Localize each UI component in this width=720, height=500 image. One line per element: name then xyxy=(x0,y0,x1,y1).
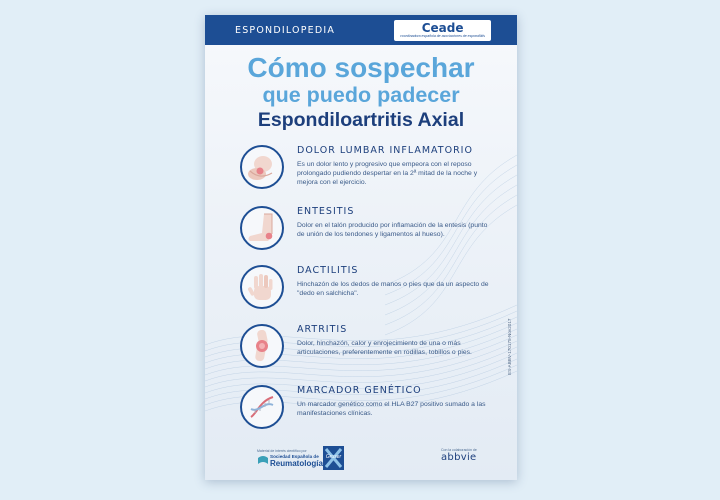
title-line-2: que puedo padecer xyxy=(262,83,460,107)
knee-joint-icon xyxy=(240,324,284,368)
gruser-logo-text: Gruser xyxy=(325,454,342,460)
gruser-logo xyxy=(323,446,344,470)
dna-icon xyxy=(240,385,284,429)
symptom-description: Dolor, hinchazón, calor y enrojecimiento de una o más articulaciones, preferentemente en rodillas, tobillos o pies. xyxy=(297,340,472,356)
abbvie-logo-text: abbvie xyxy=(441,452,477,463)
ceade-logo xyxy=(394,20,491,41)
heel-foot-icon xyxy=(240,206,284,250)
abbvie-caption: Con la colaboración de xyxy=(441,448,477,452)
ser-name-line2: Reumatología xyxy=(270,459,323,468)
poster xyxy=(205,15,517,480)
header-bar xyxy=(205,15,517,45)
document-code: ES-ABBV-170175-Nov2017 xyxy=(507,318,512,375)
symptom-dactylitis xyxy=(205,265,517,325)
symptom-description: Un marcador genético como el HLA B27 positivo sumado a las manifestaciones clínicas. xyxy=(297,401,486,417)
symptom-description: Dolor en el talón producido por inflamación de la entesis (punto de unión de los tendones y ligamentos al hueso). xyxy=(297,222,488,238)
symptom-lower-back-pain xyxy=(205,145,517,205)
title-line-1: Cómo sospechar xyxy=(247,52,475,83)
symptom-description: Hinchazón de los dedos de manos o pies que da un aspecto de "dedo en salchicha". xyxy=(297,281,489,297)
abbvie-logo xyxy=(441,448,477,463)
symptom-title: MARCADOR GENÉTICO xyxy=(297,385,422,396)
lower-back-pain-icon xyxy=(240,145,284,189)
symptom-enthesitis xyxy=(205,206,517,266)
espondilopedia-logo: ESPONDILOPEDIA xyxy=(235,25,336,36)
footer xyxy=(205,440,517,480)
symptom-genetic-marker xyxy=(205,385,517,445)
page-title xyxy=(205,53,517,132)
symptom-arthritis xyxy=(205,324,517,384)
symptom-title: DACTILITIS xyxy=(297,265,359,276)
symptom-title: ENTESITIS xyxy=(297,206,355,217)
ceade-logo-text: Ceade xyxy=(421,21,464,35)
ser-logo xyxy=(257,449,327,469)
ser-mark-icon xyxy=(257,454,269,466)
ser-name-line1: Sociedad Española de xyxy=(270,454,319,459)
ser-caption: Material de interés científico por xyxy=(257,449,307,453)
ceade-logo-subtitle: coordinadora española de asociaciones de espondilitis xyxy=(400,34,485,38)
symptom-title: ARTRITIS xyxy=(297,324,348,335)
symptom-title: DOLOR LUMBAR INFLAMATORIO xyxy=(297,145,473,156)
title-line-3: Espondiloartritis Axial xyxy=(257,109,465,131)
swollen-hand-icon xyxy=(240,265,284,309)
symptom-description: Es un dolor lento y progresivo que empeora con el reposo prolongado pudiendo despertar en la 2ª mitad de la noche y mejora con el ejercicio. xyxy=(297,161,478,186)
